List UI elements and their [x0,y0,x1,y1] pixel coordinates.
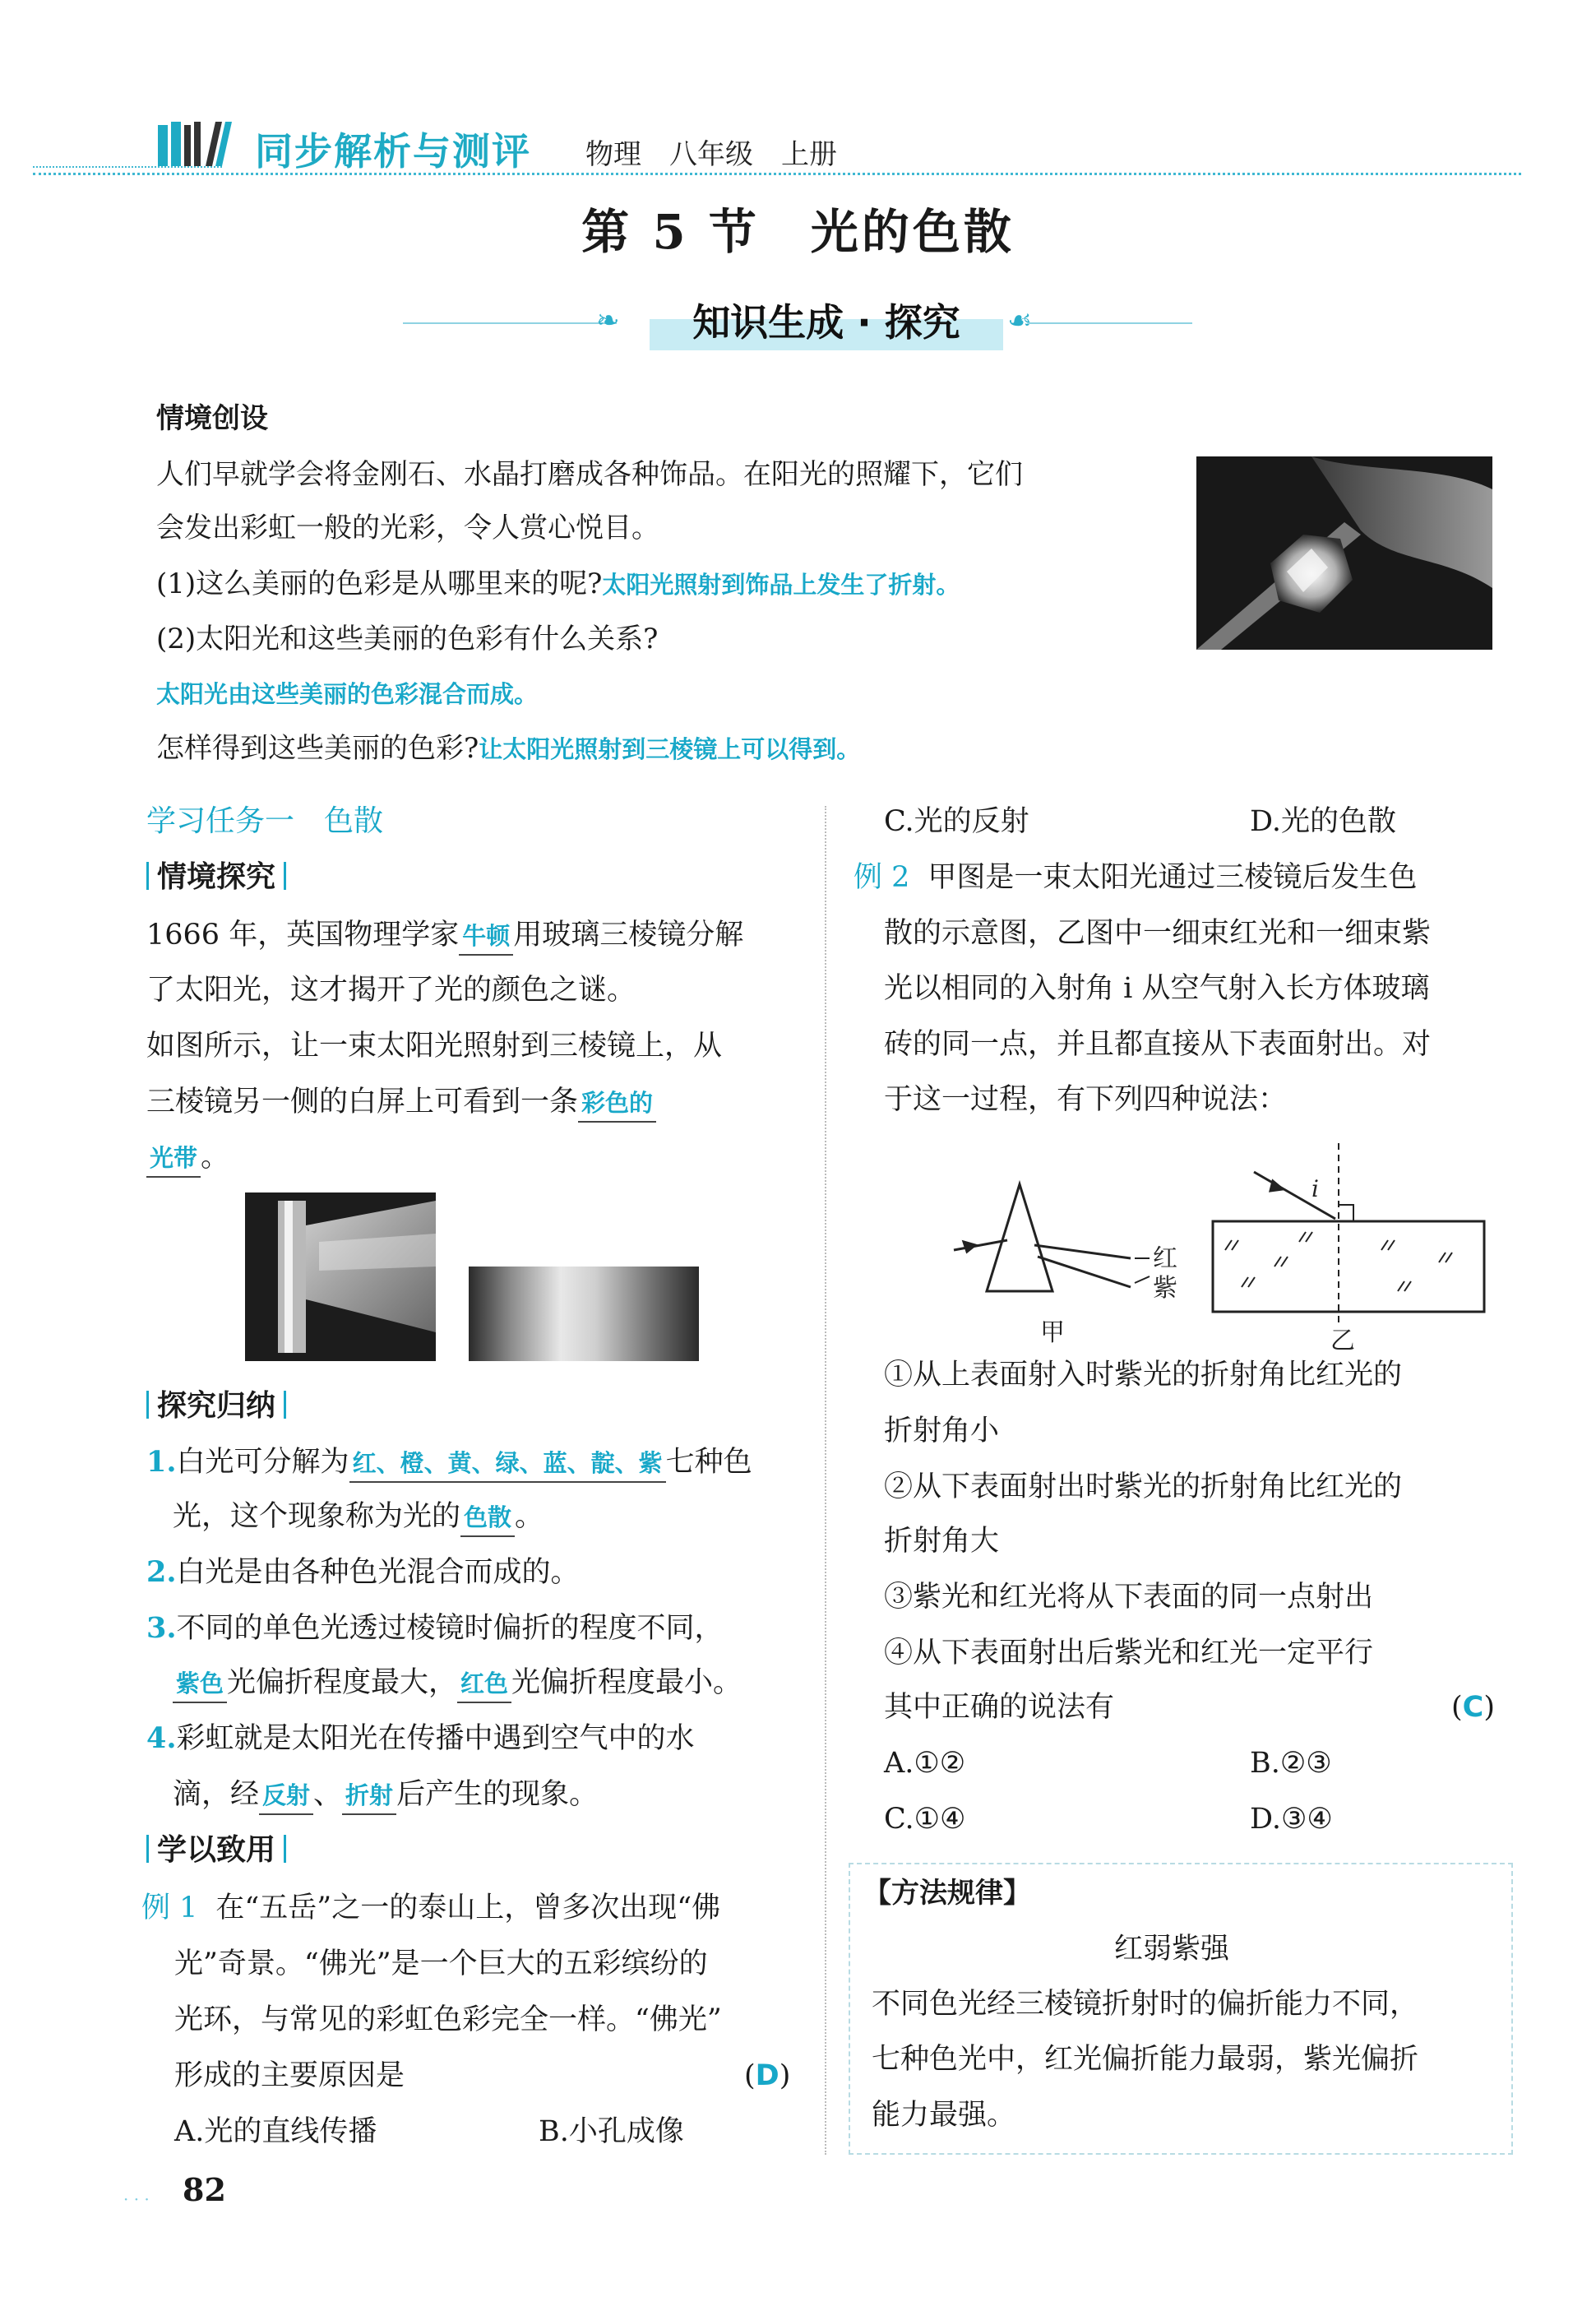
summary-1f: 。 [515,1500,544,1533]
ex2-answer-paren-r: ) [1483,1691,1495,1724]
ex2-statement-3: ③紫光和红光将从下表面的同一点射出 [884,1581,1374,1614]
ex2-answer-value: C [1462,1691,1484,1724]
blank-reflection: 反射 [259,1777,313,1815]
page-number: 82 [183,2171,226,2208]
summary-2 [146,1554,580,1591]
summary-1d: 光，这个现象称为光的 [173,1500,461,1533]
method-tag: 【方法规律】 [863,1877,1031,1910]
column-divider [825,806,826,2155]
task1-l5b: 。 [201,1141,230,1174]
ex2-line-2: 散的示意图，乙图中一细束红光和一细束紫 [884,917,1432,950]
banner-text: 知识生成 · 探究 [692,300,960,345]
blank-dispersion: 色散 [460,1499,515,1537]
question-3-text: 怎样得到这些美丽的色彩? [156,732,479,765]
summary-4f: 后产生的现象。 [396,1778,599,1811]
summary-1 [146,1444,752,1483]
intro-question-1 [156,566,960,603]
tag-summary-text: 探究归纳 [157,1389,276,1423]
task1-l1a: 1666 年，英国物理学家 [146,919,460,952]
gem-photo [1196,456,1492,650]
ex1-answer-paren-r: ) [779,2059,791,2092]
tag-explore-text: 情境探究 [157,860,276,894]
method-title: 红弱紫强 [1114,1933,1230,1966]
blank-colored-band-2: 光带 [146,1140,201,1178]
ex2-answer [1451,1689,1495,1725]
intro-question-2: (2)太阳光和这些美丽的色彩有什么关系? [156,623,659,655]
ornament-left-icon: ❧ [596,304,620,337]
summary-2-text: 白光是由各种色光混合而成的。 [176,1556,580,1589]
summary-3e: 光偏折程度最小。 [511,1666,742,1699]
task1-line-3: 如图所示，让一束太阳光照射到三棱镜上，从 [146,1030,723,1063]
series-title: 同步解析与测评 [255,129,531,174]
task1-line-2: 了太阳光，这才揭开了光的颜色之谜。 [146,974,636,1007]
tag-summary [146,1388,286,1424]
task1-line-4 [146,1084,656,1123]
blank-newton: 牛顿 [459,918,513,956]
summary-4a: 彩虹就是太阳光在传播中遇到空气中的水 [176,1722,695,1755]
summary-4b: 滴，经 [173,1778,260,1811]
ex2-statement-4: ④从下表面射出后紫光和红光一定平行 [884,1637,1374,1669]
header-dotted-line-short [33,166,222,168]
summary-1c: 七种色 [665,1446,752,1479]
banner-box [650,288,1003,350]
ex1-label: 例 1 [141,1892,198,1924]
ex2-line-1 [854,859,1417,896]
blank-purple: 紫色 [173,1665,227,1703]
ex2-option-a: A.①② [884,1747,966,1780]
intro-line-2: 会发出彩虹一般的光彩，令人赏心悦目。 [156,512,659,544]
ex1-option-d: D.光的色散 [1250,805,1396,838]
ex2-question: 其中正确的说法有 [884,1691,1115,1724]
summary-4-num: 4. [146,1721,177,1755]
books-logo-icon [156,118,247,168]
subject-label: 物理 八年级 上册 [585,138,837,171]
fig-label-red: 红 [1153,1244,1177,1273]
method-line-1: 不同色光经三棱镜折射时的偏折能力不同， [872,1988,1419,2021]
summary-4-cont [173,1776,598,1815]
tag-apply-text: 学以致用 [157,1833,276,1867]
intro-line-1: 人们早就学会将金刚石、水晶打磨成各种饰品。在阳光的照耀下，它们 [156,458,1023,491]
ex1-l1: 在“五岳”之一的泰山上，曾多次出现“佛 [215,1892,721,1924]
ex2-line-4: 砖的同一点，并且都直接从下表面射出。对 [884,1028,1432,1061]
ex2-line-5: 于这一过程，有下列四种说法： [884,1083,1288,1116]
blank-red: 红色 [457,1665,511,1703]
answer-3: 让太阳光照射到三棱镜上可以得到。 [479,735,861,763]
section-banner [403,288,1192,354]
ex2-option-b: B.②③ [1250,1747,1332,1780]
ex2-statement-1a: ①从上表面射入时紫光的折射角比红光的 [884,1359,1403,1392]
prism-photo [245,1192,436,1361]
ex2-answer-paren-l: ( [1451,1691,1463,1724]
fig-label-yi: 乙 [1330,1327,1355,1355]
ex2-option-d: D.③④ [1250,1803,1333,1836]
figure-yi-glass-brick [1213,1143,1484,1324]
summary-3a: 不同的单色光透过棱镜时偏折的程度不同， [176,1612,724,1645]
ex1-answer-value: D [755,2059,779,2092]
summary-3-num: 3. [146,1611,177,1645]
tag-explore [146,859,286,896]
ex1-line-1 [141,1890,720,1926]
ex2-label: 例 2 [854,861,910,894]
task1-l4a: 三棱镜另一侧的白屏上可看到一条 [146,1086,579,1118]
tag-apply [146,1832,286,1869]
task1-title: 学习任务一 色散 [146,804,384,838]
ex2-line-3: 光以相同的入射角 i 从空气射入长方体玻璃 [884,972,1430,1005]
question-1-text: (1)这么美丽的色彩是从哪里来的呢? [156,567,603,600]
spectrum-screen-photo [469,1267,699,1361]
fig-label-angle-i: i [1311,1175,1319,1202]
task1-l1c: 用玻璃三棱镜分解 [513,919,744,952]
summary-2-num: 2. [146,1555,177,1589]
blank-seven-colors: 红、橙、黄、绿、蓝、靛、紫 [349,1445,666,1483]
ex2-statement-1b: 折射角小 [884,1415,1000,1447]
answer-2: 太阳光由这些美丽的色彩混合而成。 [156,680,539,708]
method-line-2: 七种色光中，红光偏折能力最弱，紫光偏折 [872,2043,1419,2076]
ex1-option-b: B.小孔成像 [539,2115,684,2148]
summary-4 [146,1720,695,1757]
ex1-option-c: C.光的反射 [884,805,1029,838]
ex1-answer [744,2058,790,2094]
fig-label-jia: 甲 [1040,1318,1065,1347]
ex1-answer-paren-l: ( [744,2059,756,2092]
ex1-line-2: 光”奇景。“佛光”是一个巨大的五彩缤纷的 [174,1947,708,1980]
method-line-3: 能力最强。 [872,2099,1016,2132]
intro-question-3 [156,730,860,767]
answer-1: 太阳光照射到饰品上发生了折射。 [602,571,960,599]
ex2-statement-2a: ②从下表面射出时紫光的折射角比红光的 [884,1470,1403,1503]
summary-1-cont [173,1498,544,1537]
ex1-line-3: 光环，与常见的彩虹色彩完全一样。“佛光” [174,2003,722,2036]
summary-3 [146,1610,724,1646]
banner-line-left [403,322,617,324]
summary-4d: 、 [313,1778,343,1811]
figure-jia-prism [954,1184,1150,1291]
ornament-right-icon: ☙ [1007,304,1033,337]
header-dotted-line [33,173,1521,175]
banner-line-right [1028,322,1192,324]
ex2-l1: 甲图是一束太阳光通过三棱镜后发生色 [928,861,1418,894]
task1-line-5 [146,1139,229,1178]
section-title: 第 5 节 光的色散 [581,204,1015,260]
fig-label-purple: 紫 [1153,1274,1177,1303]
page-ornament-icon: · · · [123,2189,150,2209]
ex2-statement-2b: 折射角大 [884,1525,1000,1558]
blank-refraction: 折射 [342,1777,396,1815]
blank-colored-band-1: 彩色的 [578,1085,656,1123]
ex1-line-4: 形成的主要原因是 [174,2059,405,2092]
ex2-figure [937,1143,1497,1357]
summary-3c: 光偏折程度最大， [227,1666,458,1699]
intro-heading: 情境创设 [156,402,268,435]
ex1-option-a: A.光的直线传播 [174,2115,377,2148]
ex2-option-c: C.①④ [884,1803,966,1836]
summary-1-num: 1. [146,1445,177,1479]
page-header [33,115,1521,181]
summary-1a: 白光可分解为 [176,1446,349,1479]
summary-3-cont [173,1665,742,1703]
task1-line-1 [146,917,743,956]
